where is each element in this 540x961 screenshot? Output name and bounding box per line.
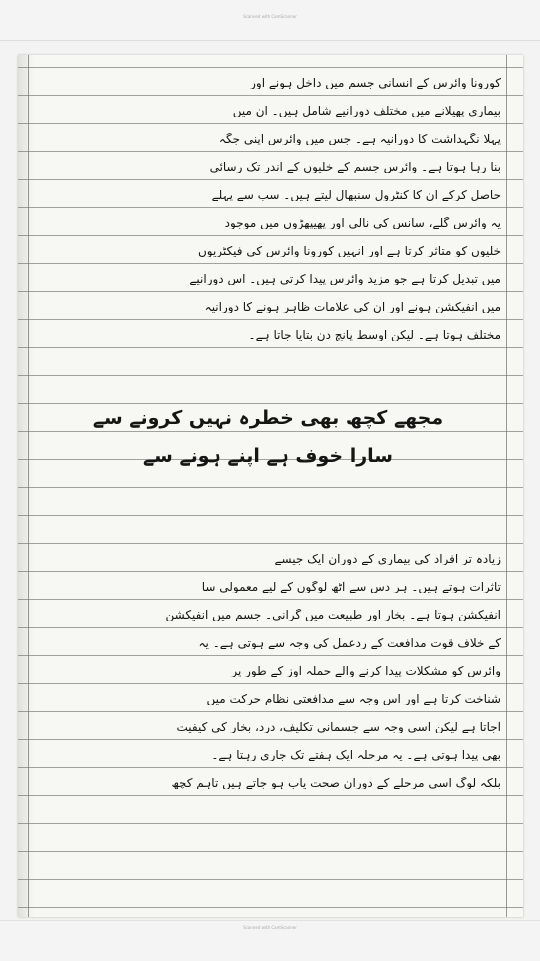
notebook-page <box>18 55 523 917</box>
text-line: وائرس کو مشکلات پیدا کرنے والے حملہ آوز کے طور پر <box>231 665 501 677</box>
text-line: بنا رہا ہوتا ہے۔ وائرس جسم کے خلیوں کے اندر تک رسائی <box>209 161 501 173</box>
text-line: کورونا وائرس کے انسانی جسم میں داخل ہونے اور <box>250 77 501 89</box>
scanner-caption-bottom: Scanned with CamScanner <box>243 925 297 930</box>
couplet-line-1: مجھے کچھ بھی خطرہ نہیں کرونے سے <box>92 407 444 429</box>
scanner-top-bar <box>0 0 540 41</box>
text-line: یہ وائرس گلے، سانس کی نالی اور پھیپھڑوں میں موجود <box>224 217 501 229</box>
handwritten-text <box>18 55 523 917</box>
text-line: میں تبدیل کرتا ہے جو مزید وائرس پیدا کرتی ہیں۔ اس دورانیے <box>189 273 501 285</box>
text-line: شناخت کرتا ہے اور اس وجہ سے مدافعتی نظام حرکت میں <box>206 693 501 705</box>
text-line: بھی پیدا ہوتی ہے۔ یہ مرحلہ ایک ہفتے تک جاری رہتا ہے۔ <box>211 749 501 761</box>
scanner-caption-top: Scanned with CamScanner <box>243 14 297 19</box>
text-line: کے خلاف قوت مدافعت کے ردعمل کی وجہ سے ہوتی ہے۔ یہ <box>198 637 501 649</box>
text-line: حاصل کرکے ان کا کنٹرول سنبھال لیتے ہیں۔ سب سے پہلے <box>211 189 501 201</box>
text-line: آجاتا ہے لیکن اسی وجہ سے جسمانی تکلیف، درد، بخار کی کیفیت <box>176 721 501 733</box>
scanner-bottom-bar <box>0 920 540 961</box>
text-line: پہلا نگہداشت کا دورانیہ ہے۔ جس میں وائرس اپنی جگہ <box>218 133 501 145</box>
text-line: مختلف ہوتا ہے۔ لیکن اوسط پانچ دن بتایا جاتا ہے۔ <box>248 329 501 341</box>
text-line: زیادہ تر افراد کی بیماری کے دوران ایک جیسے <box>274 553 501 565</box>
text-line: خلیوں کو متاثر کرتا ہے اور انہیں کورونا وائرس کی فیکٹریوں <box>197 245 501 257</box>
text-line: بلکہ لوگ اسی مرحلے کے دوران صحت یاب ہو جاتے ہیں تاہم کچھ <box>171 777 501 789</box>
text-line: بیماری پھیلانے میں مختلف دورانیے شامل ہیں۔ ان میں <box>232 105 501 117</box>
text-line: تاثرات ہوتے ہیں۔ ہر دس سے آٹھ لوگوں کے لیے معمولی سا <box>201 581 501 593</box>
text-line: انفیکشن ہوتا ہے۔ بخار اور طبیعت میں گرانی۔ جسم میں انفیکشن <box>165 609 501 621</box>
couplet-line-2: سارا خوف ہے اپنے ہونے سے <box>143 445 393 467</box>
text-line: میں انفیکشن ہونے اور ان کی علامات ظاہر ہونے کا دورانیہ <box>204 301 501 313</box>
